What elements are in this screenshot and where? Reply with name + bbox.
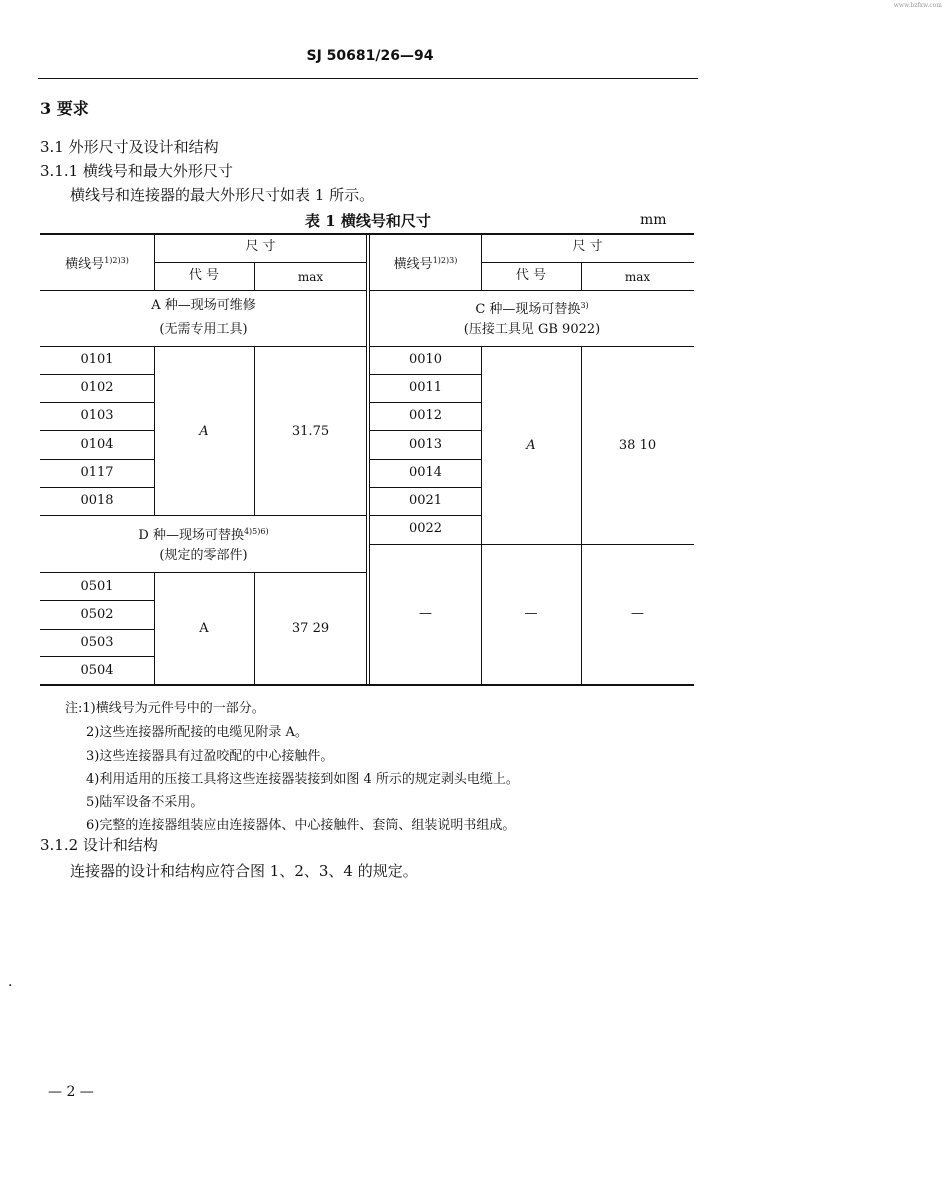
header-max: max bbox=[297, 270, 324, 284]
table-line bbox=[40, 572, 367, 573]
table-line bbox=[40, 515, 367, 516]
table-line bbox=[40, 430, 154, 431]
table-1 bbox=[40, 233, 694, 686]
table-top-border bbox=[40, 233, 694, 235]
header-size: 尺 寸 bbox=[572, 239, 603, 254]
table-line bbox=[40, 346, 367, 347]
header-rule bbox=[38, 78, 698, 79]
table-line bbox=[370, 290, 694, 291]
top-watermark: www.bzfxw.com bbox=[893, 2, 942, 9]
table-line bbox=[40, 629, 154, 630]
section-3-1-1-text: 横线号和连接器的最大外形尺寸如表 1 所示。 bbox=[70, 186, 375, 204]
group-c-max: 38 10 bbox=[618, 438, 657, 453]
table-line bbox=[481, 262, 694, 263]
group-d-row: 0503 bbox=[80, 635, 114, 650]
group-a-row: 0117 bbox=[80, 465, 114, 480]
table-line bbox=[370, 515, 481, 516]
group-c-row: 0013 bbox=[408, 437, 443, 452]
header-col-label: 横线号$^{1)2)3)}$ bbox=[65, 256, 129, 272]
note-5: 5)陆军设备不采用。 bbox=[86, 795, 204, 810]
header-code: 代 号 bbox=[188, 268, 220, 283]
document-header: SJ 50681/26—94 bbox=[306, 48, 434, 64]
group-c-row: 0022 bbox=[408, 521, 443, 536]
note-2: 2)这些连接器所配接的电缆见附录 A。 bbox=[86, 725, 308, 740]
group-c-row: 0010 bbox=[408, 352, 443, 367]
table-line bbox=[40, 402, 154, 403]
empty-dash: — bbox=[524, 606, 538, 621]
section-3-1-title: 3.1 外形尺寸及设计和结构 bbox=[40, 138, 219, 156]
table-line bbox=[40, 487, 154, 488]
note-3: 3)这些连接器具有过盈咬配的中心接触件。 bbox=[86, 749, 334, 764]
section-3-1-2-text: 连接器的设计和结构应符合图 1、2、3、4 的规定。 bbox=[70, 862, 418, 880]
note-6: 6)完整的连接器组装应由连接器体、中心接触件、套筒、组装说明书组成。 bbox=[86, 818, 516, 833]
group-a-row: 0102 bbox=[80, 380, 114, 395]
stray-mark: · bbox=[8, 978, 13, 994]
note-1: 注:1)横线号为元件号中的一部分。 bbox=[65, 701, 265, 716]
group-a-row: 0101 bbox=[80, 352, 114, 367]
group-d-subtitle: (规定的零部件) bbox=[159, 548, 248, 563]
table-unit: mm bbox=[640, 212, 667, 228]
table-line bbox=[370, 544, 694, 545]
empty-dash: — bbox=[631, 606, 644, 621]
group-c-row: 0012 bbox=[408, 408, 443, 423]
table-bottom-border bbox=[40, 684, 694, 686]
group-a-row: 0103 bbox=[80, 408, 114, 423]
section-3-1-1-title: 3.1.1 横线号和最大外形尺寸 bbox=[40, 162, 233, 180]
header-col-label: 横线号$^{1)2)3)}$ bbox=[393, 256, 458, 272]
header-max: max bbox=[624, 270, 651, 284]
table-line bbox=[370, 374, 481, 375]
group-a-subtitle: (无需专用工具) bbox=[159, 322, 248, 337]
header-size: 尺 寸 bbox=[245, 239, 276, 254]
page-number: — 2 — bbox=[48, 1084, 94, 1100]
group-c-code: A bbox=[526, 438, 536, 453]
table-line bbox=[481, 346, 482, 685]
table-line bbox=[40, 656, 154, 657]
table-line bbox=[370, 402, 481, 403]
group-c-subtitle: (压接工具见 GB 9022) bbox=[463, 322, 601, 337]
group-a-row: 0018 bbox=[80, 493, 114, 508]
empty-dash: — bbox=[419, 606, 432, 621]
table-line bbox=[154, 262, 367, 263]
group-d-title: D 种—现场可替换$^{4)5)6)}$ bbox=[138, 527, 269, 543]
section-3-title: 3 要求 bbox=[40, 99, 89, 118]
table-line bbox=[370, 430, 481, 431]
table-line bbox=[581, 346, 582, 685]
table-line bbox=[40, 374, 154, 375]
group-a-title: A 种—现场可维修 bbox=[151, 298, 256, 313]
table-line bbox=[370, 459, 481, 460]
header-code: 代 号 bbox=[515, 268, 547, 283]
group-a-row: 0104 bbox=[80, 437, 114, 452]
group-d-row: 0502 bbox=[80, 607, 114, 622]
group-a-code: A bbox=[199, 424, 209, 439]
table-line bbox=[40, 459, 154, 460]
group-d-code: A bbox=[199, 621, 209, 636]
table-line bbox=[40, 290, 367, 291]
group-c-row: 0021 bbox=[408, 493, 443, 508]
section-3-1-2-title: 3.1.2 设计和结构 bbox=[40, 836, 158, 854]
group-c-title: C 种—现场可替换$^{3)}$ bbox=[475, 301, 589, 317]
group-d-row: 0501 bbox=[80, 579, 114, 594]
group-c-row: 0014 bbox=[408, 465, 443, 480]
table-line bbox=[370, 487, 481, 488]
group-d-max: 37 29 bbox=[291, 621, 330, 636]
table-caption: 表 1 横线号和尺寸 bbox=[305, 212, 431, 230]
table-line bbox=[40, 600, 154, 601]
group-a-max: 31.75 bbox=[291, 424, 330, 439]
group-d-row: 0504 bbox=[80, 663, 114, 678]
table-line bbox=[370, 346, 694, 347]
group-c-row: 0011 bbox=[408, 380, 443, 395]
note-4: 4)利用适用的压接工具将这些连接器装接到如图 4 所示的规定剥头电缆上。 bbox=[86, 772, 519, 787]
